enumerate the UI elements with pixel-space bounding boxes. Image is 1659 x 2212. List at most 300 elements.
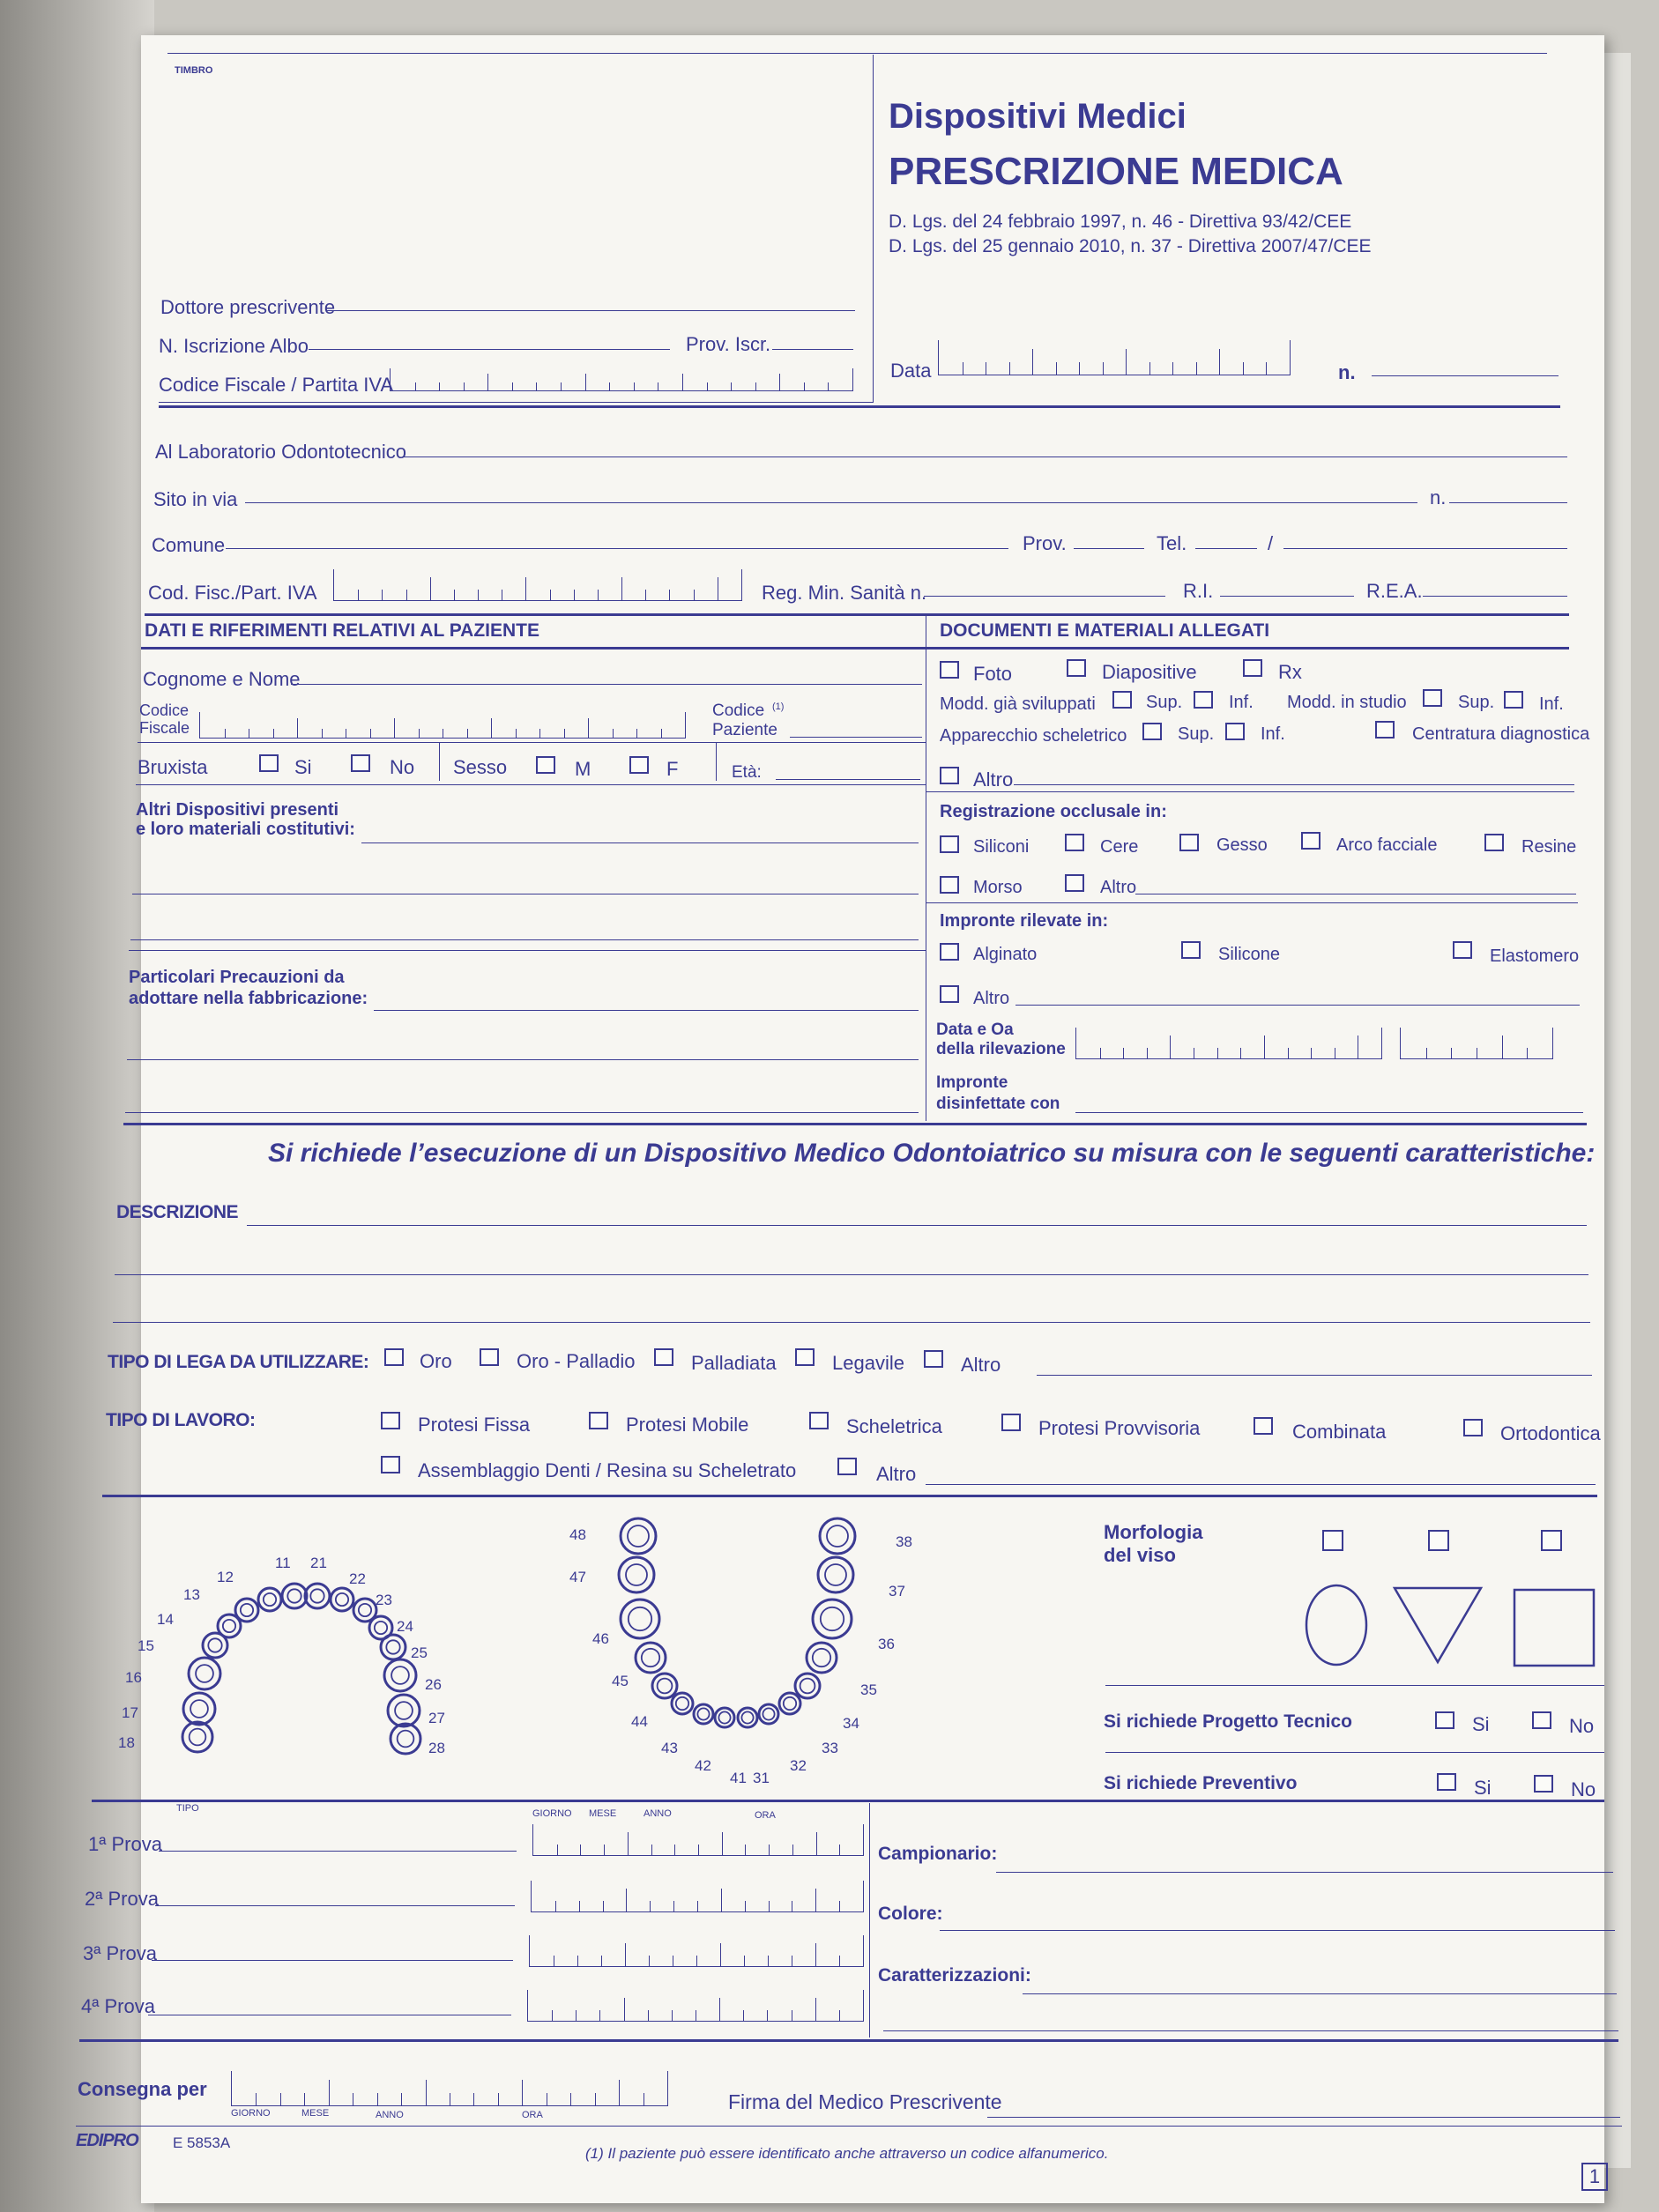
prova-1-date-comb[interactable] (532, 1824, 864, 1856)
lavoro-scheletrica-checkbox[interactable] (809, 1412, 829, 1429)
comb-tick (522, 2080, 523, 2105)
tooth-number: 23 (376, 1592, 392, 1608)
prov-label: Prov. (1023, 532, 1067, 554)
bruxista-label: Bruxista (138, 756, 208, 778)
tooth-number: 32 (790, 1757, 807, 1774)
comb-tick (1196, 362, 1197, 375)
patient-cf-comb-field[interactable] (199, 712, 686, 739)
comb-tick (585, 374, 586, 390)
data-comb-field[interactable] (938, 340, 1291, 375)
comb-tick (779, 374, 780, 390)
footer-rule (76, 2126, 1622, 2127)
tooth-crown (386, 1640, 399, 1653)
comb-tick (1243, 362, 1244, 375)
prova-2-date-comb[interactable] (531, 1881, 864, 1912)
progetto-no-checkbox[interactable] (1532, 1711, 1551, 1729)
preventivo-si-checkbox[interactable] (1437, 1773, 1456, 1791)
comune-label: Comune (152, 534, 226, 556)
tooth-outline (282, 1584, 307, 1608)
bruxista-no-checkbox[interactable] (351, 754, 370, 772)
tooth-number: 43 (661, 1740, 678, 1756)
comb-tick (815, 1889, 816, 1911)
modd-svil-inf-checkbox[interactable] (1194, 691, 1213, 709)
tooth-crown (821, 1607, 844, 1630)
consegna-mese: MESE (301, 2108, 330, 2119)
comb-tick (744, 1956, 745, 1966)
comb-tick (755, 382, 756, 390)
prove-divider (869, 1803, 870, 2038)
comb-tick (743, 2010, 744, 2021)
face-oval-icon (1306, 1585, 1366, 1665)
comb-tick (1032, 349, 1033, 375)
docs-altro-field[interactable] (1014, 784, 1574, 785)
tooth-crown (827, 1525, 848, 1547)
reg-altro-checkbox[interactable] (1065, 874, 1084, 892)
tooth-outline (388, 1695, 420, 1726)
comb-tick (297, 718, 298, 738)
modd-svil-label: Modd. già sviluppati (940, 694, 1096, 714)
codice-label: Codice (139, 701, 190, 719)
tooth-number: 12 (217, 1569, 234, 1585)
comb-tick (816, 1832, 817, 1855)
modd-svil-sup-checkbox[interactable] (1112, 691, 1132, 709)
comb-tick (1264, 1035, 1265, 1058)
ri-field[interactable] (1220, 596, 1354, 597)
comb-tick (613, 729, 614, 738)
comb-tick (601, 1956, 602, 1966)
tooth-outline (381, 1635, 405, 1659)
tooth-crown (718, 1711, 730, 1723)
prova-3-tipo-field[interactable] (152, 1960, 513, 1961)
colore-label: Colore: (878, 1904, 943, 1924)
lavoro-protesi-mobile-label: Protesi Mobile (626, 1414, 749, 1436)
caratterizzazioni-field-1[interactable] (1023, 1993, 1617, 1994)
tooth-crown (398, 1731, 414, 1748)
apparecchio-sup-checkbox[interactable] (1142, 723, 1162, 740)
silicone-checkbox[interactable] (1181, 941, 1201, 959)
arco-label: Arco facciale (1336, 835, 1438, 855)
progetto-no-label: No (1569, 1715, 1595, 1737)
comb-tick (839, 1956, 840, 1966)
comb-tick (828, 382, 829, 390)
tel-slash: / (1268, 532, 1274, 554)
tooth-number: 33 (822, 1740, 838, 1756)
assemblaggio-label: Assemblaggio Denti / Resina su Scheletrato (418, 1459, 797, 1481)
comb-tick (1451, 1048, 1452, 1058)
law-ref-2: D. Lgs. del 25 gennaio 2010, n. 37 - Direttiva 2007/47/CEE (889, 236, 1372, 256)
lavoro-ortodontica-checkbox[interactable] (1463, 1419, 1483, 1436)
lega-legavile-checkbox[interactable] (795, 1348, 815, 1366)
tooth-number: 25 (411, 1644, 428, 1661)
bruxista-si-checkbox[interactable] (259, 754, 279, 772)
resine-checkbox[interactable] (1484, 834, 1504, 851)
comb-tick (768, 1956, 769, 1966)
campionario-label: Campionario: (878, 1844, 998, 1864)
apparecchio-sup-label: Sup. (1178, 724, 1215, 744)
comb-tick (225, 729, 226, 738)
comb-tick (661, 729, 662, 738)
comb-tick (304, 2093, 305, 2105)
prec-field-3[interactable] (125, 1112, 919, 1113)
lavoro-protesi-fissa-label: Protesi Fissa (418, 1414, 531, 1436)
docs-altro-label: Altro (973, 768, 1014, 791)
paziente-label: Paziente (712, 721, 777, 739)
comb-tick (329, 2080, 330, 2105)
centratura-label: Centratura diagnostica (1412, 724, 1590, 744)
impronte-altro-field[interactable] (1015, 1005, 1580, 1006)
comb-tick (769, 1901, 770, 1911)
lavoro-protesi-fissa-checkbox[interactable] (381, 1412, 400, 1429)
tooth-crown (642, 1649, 659, 1666)
altri-label-2: e loro materiali costitutivi: (136, 820, 355, 839)
altri-field-3[interactable] (130, 939, 919, 940)
tooth-crown (310, 1589, 324, 1602)
codice-paz-label: Codice (712, 701, 765, 720)
tooth-number: 46 (592, 1630, 609, 1647)
eta-field[interactable] (776, 779, 920, 780)
consegna-ora: ORA (522, 2110, 543, 2120)
foto-checkbox[interactable] (940, 661, 959, 679)
alginato-checkbox[interactable] (940, 943, 959, 961)
title-dispositivi: Dispositivi Medici (889, 97, 1187, 136)
cf-comb-field[interactable] (390, 368, 853, 391)
iscrizione-label: N. Iscrizione Albo (159, 335, 309, 357)
tooth-outline (331, 1588, 353, 1611)
docs-rule-2 (926, 902, 1578, 903)
tooth-number: 31 (753, 1770, 770, 1786)
iscrizione-field[interactable] (309, 349, 670, 350)
comb-tick (516, 729, 517, 738)
prova-3-date-comb[interactable] (529, 1935, 864, 1967)
comb-tick (401, 2093, 402, 2105)
prova-4-date-comb[interactable] (527, 1990, 864, 2022)
sesso-m-checkbox[interactable] (536, 756, 555, 774)
comb-tick (525, 577, 526, 600)
comb-tick (722, 1832, 723, 1855)
lavoro-provvisoria-checkbox[interactable] (1001, 1414, 1021, 1431)
firma-field[interactable] (987, 2117, 1620, 2118)
comb-tick (604, 1845, 605, 1855)
comb-tick (697, 1901, 698, 1911)
tooth-outline (820, 1518, 855, 1554)
disinf-field[interactable] (1075, 1112, 1583, 1113)
campionario-field[interactable] (996, 1872, 1613, 1873)
lavoro-ortodontica-label: Ortodontica (1500, 1422, 1601, 1444)
tooth-outline (258, 1588, 281, 1611)
tooth-number: 11 (275, 1555, 291, 1571)
lega-altro-field[interactable] (1037, 1375, 1592, 1376)
bruxista-no-label: No (390, 756, 415, 778)
rea-field[interactable] (1423, 596, 1567, 597)
lega-legavile-label: Legavile (832, 1352, 904, 1374)
tooth-number: 13 (183, 1586, 200, 1603)
comb-tick (636, 729, 637, 738)
lavoro-altro-field[interactable] (926, 1484, 1596, 1485)
comb-tick (564, 729, 565, 738)
comb-tick (1426, 1048, 1427, 1058)
morfologia-label-1: Morfologia (1104, 1521, 1203, 1543)
comb-tick (731, 382, 732, 390)
prove-mese-header: MESE (589, 1808, 617, 1819)
comb-tick (621, 577, 622, 600)
morso-checkbox[interactable] (940, 876, 959, 894)
dottore-field[interactable] (326, 310, 855, 311)
comb-tick (745, 1845, 746, 1855)
prova-2-label: 2ª Prova (85, 1888, 159, 1910)
comb-tick (491, 718, 492, 738)
sito-field[interactable] (245, 502, 1417, 503)
tooth-number: 45 (612, 1673, 629, 1689)
lega-oro-checkbox[interactable] (384, 1348, 404, 1366)
comb-tick (626, 1889, 627, 1911)
face-square-checkbox[interactable] (1541, 1530, 1562, 1551)
tooth-number: 36 (878, 1636, 895, 1652)
comb-tick (650, 1901, 651, 1911)
firma-label: Firma del Medico Prescrivente (728, 2090, 1002, 2113)
comb-tick (804, 382, 805, 390)
comb-tick (322, 729, 323, 738)
tooth-outline (189, 1658, 220, 1689)
request-headline: Si richiede l’esecuzione di un Dispositivo Medico Odontoiatrico su misura con le seguenti caratteristiche: (268, 1139, 1596, 1168)
tooth-number: 21 (310, 1555, 327, 1571)
tooth-outline (715, 1708, 734, 1727)
disinf-label-1: Impronte (936, 1073, 1008, 1092)
tooth-outline (779, 1693, 800, 1714)
impronte-altro-checkbox[interactable] (940, 985, 959, 1003)
comb-tick (1240, 1048, 1241, 1058)
lega-oro-palladio-checkbox[interactable] (480, 1348, 499, 1366)
assemblaggio-checkbox[interactable] (381, 1456, 400, 1473)
data-oa-date-comb[interactable] (1075, 1028, 1382, 1059)
face-rule (1105, 1685, 1604, 1686)
regmin-field[interactable] (924, 596, 1165, 597)
lega-palladiata-label: Palladiata (691, 1352, 777, 1374)
prove-tipo-header: TIPO (176, 1803, 199, 1814)
comb-tick (673, 1901, 674, 1911)
comb-tick (1217, 1048, 1218, 1058)
lega-oro-palladio-label: Oro - Palladio (517, 1350, 636, 1372)
tooth-outline (818, 1557, 853, 1592)
tooth-crown (628, 1525, 649, 1547)
tooth-number: 24 (397, 1618, 413, 1635)
gesso-label: Gesso (1216, 835, 1268, 855)
comune-field[interactable] (226, 548, 1008, 549)
comb-tick (645, 590, 646, 600)
tooth-number: 48 (569, 1526, 586, 1543)
descrizione-field-2[interactable] (115, 1274, 1588, 1275)
elastomero-label: Elastomero (1490, 946, 1580, 966)
prova-2-tipo-field[interactable] (155, 1905, 515, 1906)
comb-tick (498, 2093, 499, 2105)
tooth-number: 17 (122, 1704, 138, 1721)
fiscale-label: Fiscale (139, 719, 190, 737)
face-triangle-checkbox[interactable] (1428, 1530, 1449, 1551)
centratura-checkbox[interactable] (1375, 721, 1395, 739)
lavoro-scheletrica-label: Scheletrica (846, 1415, 942, 1437)
tooth-number: 34 (843, 1715, 859, 1732)
gesso-checkbox[interactable] (1179, 834, 1199, 851)
tooth-number: 14 (157, 1611, 174, 1628)
prov-iscr-label: Prov. Iscr. (686, 333, 771, 355)
laboratorio-label: Al Laboratorio Odontotecnico (155, 441, 406, 463)
comb-tick (1149, 362, 1150, 375)
descrizione-field-3[interactable] (113, 1322, 1590, 1323)
cognome-field[interactable] (291, 684, 922, 685)
modd-studio-inf-checkbox[interactable] (1504, 691, 1523, 709)
prec-field-1[interactable] (374, 1010, 919, 1011)
prova-1-tipo-field[interactable] (159, 1851, 517, 1852)
comb-tick (672, 2010, 673, 2021)
tooth-outline (795, 1674, 820, 1698)
lavoro-combinata-checkbox[interactable] (1254, 1417, 1273, 1435)
consegna-date-comb[interactable] (231, 2071, 668, 2106)
cere-label: Cere (1100, 837, 1139, 857)
sesso-label: Sesso (453, 756, 508, 778)
elastomero-checkbox[interactable] (1453, 941, 1472, 959)
siliconi-label: Siliconi (973, 837, 1030, 857)
preventivo-label: Si richiede Preventivo (1104, 1773, 1298, 1793)
comb-tick (769, 1845, 770, 1855)
preventivo-no-label: No (1571, 1778, 1596, 1800)
prove-anno-header: ANNO (644, 1808, 672, 1819)
tooth-outline (621, 1600, 659, 1638)
docs-rule-1 (926, 791, 1574, 792)
timbro-label: TIMBRO (175, 65, 213, 76)
comb-tick (555, 1901, 556, 1911)
comb-tick (1126, 349, 1127, 375)
lavoro-combinata-label: Combinata (1292, 1421, 1387, 1443)
eta-label: Età: (732, 763, 762, 782)
comb-tick (536, 382, 537, 390)
registrazione-label: Registrazione occlusale in: (940, 802, 1167, 821)
codfisc-comb-field[interactable] (333, 569, 742, 601)
lavoro-altro-checkbox[interactable] (837, 1458, 857, 1475)
descrizione-label: DESCRIZIONE (116, 1202, 239, 1222)
comb-tick (1527, 1048, 1528, 1058)
comb-tick (1170, 1035, 1171, 1058)
tooth-number: 47 (569, 1569, 586, 1585)
comb-tick (1103, 362, 1104, 375)
comb-tick (625, 1943, 626, 1966)
apparecchio-inf-checkbox[interactable] (1225, 723, 1245, 740)
comb-tick (767, 2010, 768, 2021)
modd-studio-sup-label: Sup. (1458, 693, 1495, 712)
dottore-label: Dottore prescrivente (160, 296, 336, 318)
consegna-giorno: GIORNO (231, 2108, 271, 2119)
tooth-crown (190, 1700, 208, 1718)
lavoro-protesi-mobile-checkbox[interactable] (589, 1412, 608, 1429)
n-field[interactable] (1372, 375, 1559, 376)
comb-tick (792, 1845, 793, 1855)
impronte-altro-label: Altro (973, 989, 1010, 1008)
comb-tick (1123, 1048, 1124, 1058)
cere-checkbox[interactable] (1065, 834, 1084, 851)
progetto-si-checkbox[interactable] (1435, 1711, 1454, 1729)
diapositive-checkbox[interactable] (1067, 659, 1086, 677)
comb-tick (579, 1901, 580, 1911)
comb-tick (634, 382, 635, 390)
documents-heading-rule (926, 647, 1569, 649)
comb-tick (1502, 1035, 1503, 1058)
tooth-crown (697, 1708, 709, 1719)
comb-tick (651, 1845, 652, 1855)
prov-field[interactable] (1074, 548, 1144, 549)
lavoro-provvisoria-label: Protesi Provvisoria (1038, 1417, 1201, 1439)
comb-tick (1079, 362, 1080, 375)
tooth-crown (800, 1679, 815, 1694)
tooth-crown (626, 1564, 647, 1585)
tel-prefix-field[interactable] (1195, 548, 1257, 549)
rx-checkbox[interactable] (1243, 659, 1262, 677)
comb-tick (696, 1956, 697, 1966)
tooth-number: 18 (118, 1734, 135, 1751)
comb-tick (394, 718, 395, 738)
comb-tick (580, 1845, 581, 1855)
comb-tick (467, 729, 468, 738)
prov-iscr-field[interactable] (772, 349, 853, 350)
morfologia-label-2: del viso (1104, 1544, 1176, 1566)
siliconi-checkbox[interactable] (940, 835, 959, 853)
arco-checkbox[interactable] (1301, 832, 1321, 850)
comb-tick (1266, 362, 1267, 375)
tel-number-field[interactable] (1283, 548, 1567, 549)
comb-tick (839, 1845, 840, 1855)
tooth-crown (676, 1697, 688, 1710)
face-oval-checkbox[interactable] (1322, 1530, 1343, 1551)
comb-tick (707, 382, 708, 390)
comb-tick (694, 590, 695, 600)
modd-studio-sup-checkbox[interactable] (1423, 689, 1442, 707)
lega-altro-checkbox[interactable] (924, 1350, 943, 1368)
comb-tick (382, 590, 383, 600)
progetto-label: Si richiede Progetto Tecnico (1104, 1711, 1353, 1732)
comb-tick (1147, 1048, 1148, 1058)
altri-field-1[interactable] (361, 842, 919, 843)
comb-tick (1100, 1048, 1101, 1058)
foto-label: Foto (973, 663, 1013, 685)
preventivo-no-checkbox[interactable] (1534, 1775, 1553, 1793)
data-oa-time-comb[interactable] (1400, 1028, 1553, 1059)
comb-tick (561, 382, 562, 390)
comb-tick (473, 2093, 474, 2105)
tooth-number: 26 (425, 1676, 442, 1693)
codice-paz-field[interactable] (790, 737, 922, 738)
tipo-lavoro-label: TIPO DI LAVORO: (106, 1410, 256, 1430)
comb-tick (1009, 362, 1010, 375)
resine-label: Resine (1521, 837, 1577, 857)
tipo-lega-label: TIPO DI LEGA DA UTILIZZARE: (108, 1352, 369, 1372)
descrizione-field-1[interactable] (247, 1225, 1587, 1226)
lega-palladiata-checkbox[interactable] (654, 1348, 673, 1366)
lavoro-altro-label: Altro (876, 1463, 917, 1485)
comb-tick (721, 1889, 722, 1911)
sesso-f-checkbox[interactable] (629, 756, 649, 774)
prove-ora-header: ORA (755, 1810, 776, 1821)
prec-field-2[interactable] (127, 1059, 919, 1060)
colore-field[interactable] (940, 1930, 1615, 1931)
comb-tick (370, 729, 371, 738)
face-shapes (1296, 1583, 1604, 1671)
lower-arch-diagram (547, 1503, 934, 1793)
comb-tick (1311, 1048, 1312, 1058)
sito-n-label: n. (1430, 486, 1447, 508)
lab-bottom-rule (145, 613, 1569, 616)
caratterizzazioni-field-2[interactable] (883, 2030, 1618, 2031)
sito-n-field[interactable] (1449, 502, 1567, 503)
tooth-crown (190, 1729, 206, 1746)
teeth-bottom-rule (92, 1800, 1604, 1802)
docs-altro-checkbox[interactable] (940, 767, 959, 784)
